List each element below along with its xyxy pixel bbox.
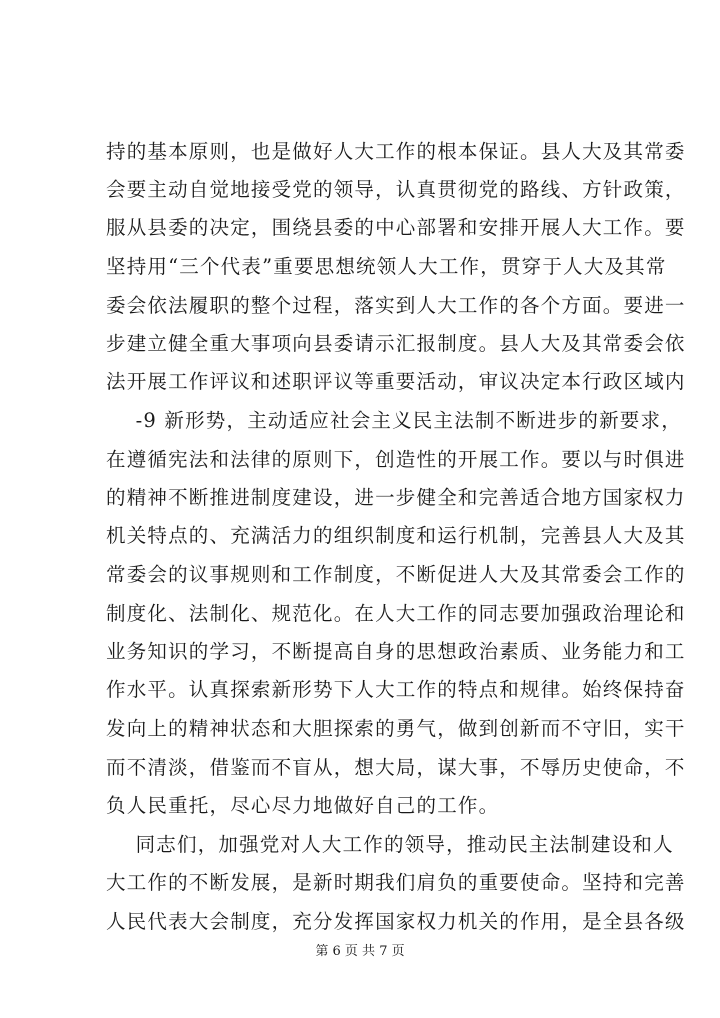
text-line: 会要主动自觉地接受党的领导，认真贯彻党的路线、方针政策， xyxy=(106,178,686,201)
text-line: 发向上的精神状态和大胆探索的勇气，做到创新而不守旧，实干 xyxy=(106,717,686,740)
text-line: 人民代表大会制度，充分发挥国家权力机关的作用，是全县各级 xyxy=(106,910,686,933)
text-line: 的精神不断推进制度建设，进一步健全和完善适合地方国家权力 xyxy=(106,486,686,509)
text-line: 负人民重托，尽心尽力地做好自己的工作。 xyxy=(106,794,500,817)
text-line: 制度化、法制化、规范化。在人大工作的同志要加强政治理论和 xyxy=(106,602,686,625)
text-line: 持的基本原则，也是做好人大工作的根本保证。县人大及其常委 xyxy=(106,140,686,163)
text-line: 法开展工作评议和述职评议等重要活动，审议决定本行政区域内 xyxy=(106,370,686,393)
text-line: 机关特点的、充满活力的组织制度和运行机制，完善县人大及其 xyxy=(106,524,686,547)
text-line: 同志们，加强党对人大工作的领导，推动民主法制建设和人 xyxy=(106,833,674,856)
text-line: 在遵循宪法和法律的原则下，创造性的开展工作。要以与时俱进 xyxy=(106,448,686,471)
text-line: 坚持用“三个代表”重要思想统领人大工作，贯穿于人大及其常 xyxy=(106,255,667,278)
text-line: 业务知识的学习，不断提高自身的思想政治素质、业务能力和工 xyxy=(106,640,686,663)
text-line: 步建立健全重大事项向县委请示汇报制度。县人大及其常委会依 xyxy=(106,332,686,355)
text-line: 常委会的议事规则和工作制度，不断促进人大及其常委会工作的 xyxy=(106,563,686,586)
text-line: 委会依法履职的整个过程，落实到人大工作的各个方面。要进一 xyxy=(106,294,686,317)
text-line: 大工作的不断发展，是新时期我们肩负的重要使命。坚持和完善 xyxy=(106,871,686,894)
page-footer: 第 6 页 共 7 页 xyxy=(315,944,405,959)
text-line: 作水平。认真探索新形势下人大工作的特点和规律。始终保持奋 xyxy=(106,678,686,701)
text-line: -9 新形势，主动适应社会主义民主法制不断进步的新要求， xyxy=(106,409,682,432)
text-line: 而不清淡，借鉴而不盲从，想大局，谋大事，不辱历史使命，不 xyxy=(106,756,686,779)
text-line: 服从县委的决定，围绕县委的中心部署和安排开展人大工作。要 xyxy=(106,216,686,239)
